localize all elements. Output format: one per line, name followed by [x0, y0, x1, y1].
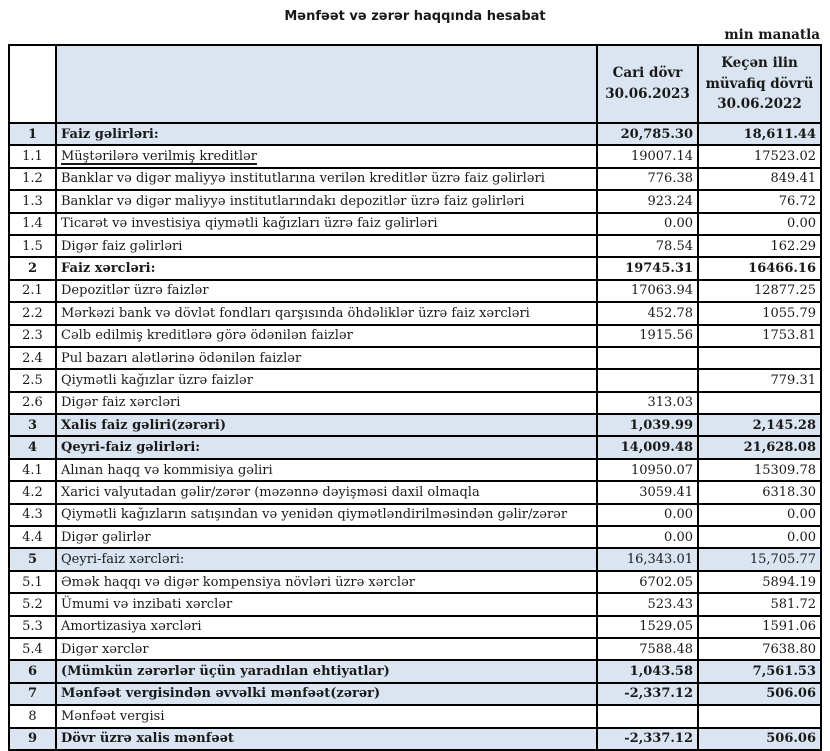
row-number: 8 — [9, 705, 56, 727]
row-number: 4.1 — [9, 459, 56, 481]
row-label: Qeyri-faiz gəlirləri: — [56, 436, 597, 458]
row-label: Cəlb edilmiş kreditlərə görə ödənilən faizlər — [56, 325, 597, 347]
row-value-current: 0.00 — [597, 504, 698, 526]
row-value-previous: 779.31 — [698, 369, 821, 391]
table-row — [9, 481, 821, 503]
row-number: 2.2 — [9, 302, 56, 324]
row-value-previous: 17523.02 — [698, 145, 821, 167]
row-number: 1 — [9, 123, 56, 145]
row-number: 4.4 — [9, 526, 56, 548]
page-title: Mənfəət və zərər haqqında hesabat — [284, 9, 546, 24]
row-value-previous: 849.41 — [698, 168, 821, 190]
table-row — [9, 392, 821, 414]
row-label: Digər gəlirlər — [56, 526, 597, 548]
table-row — [9, 257, 821, 279]
row-value-current: 14,009.48 — [597, 436, 698, 458]
row-label: Digər faiz xərcləri — [56, 392, 597, 414]
row-label: Qeyri-faiz xərcləri: — [56, 548, 597, 570]
row-label: Faiz xərcləri: — [56, 257, 597, 279]
header-previous-period-label-2: müvafiq dövrü — [705, 75, 814, 92]
row-value-current: 1529.05 — [597, 616, 698, 638]
header-number-cell — [9, 45, 56, 123]
row-value-current: 313.03 — [597, 392, 698, 414]
row-label: Xalis faiz gəliri(zərəri) — [56, 414, 597, 436]
row-value-previous — [698, 705, 821, 727]
header-current-period-date: 30.06.2023 — [605, 86, 690, 102]
row-value-current: 0.00 — [597, 213, 698, 235]
row-label: Pul bazarı alətlərinə ödənilən faizlər — [56, 347, 597, 369]
row-value-current: 10950.07 — [597, 459, 698, 481]
header-current-period-label: Cari dövr — [612, 65, 683, 82]
table-row — [9, 347, 821, 369]
row-value-current — [597, 369, 698, 391]
row-value-previous: 16466.16 — [698, 257, 821, 279]
row-value-current: 523.43 — [597, 593, 698, 615]
row-label: Xarici valyutadan gəlir/zərər (məzənnə dəyişməsi daxil olmaqla — [56, 481, 597, 503]
row-value-current: 452.78 — [597, 302, 698, 324]
row-number: 1.1 — [9, 145, 56, 167]
header-previous-period-date: 30.06.2022 — [717, 96, 802, 113]
row-number: 1.2 — [9, 168, 56, 190]
row-value-previous: 76.72 — [698, 190, 821, 212]
row-number: 1.5 — [9, 235, 56, 257]
table-body — [9, 123, 821, 750]
row-number: 9 — [9, 728, 56, 750]
table-row — [9, 705, 821, 727]
row-number: 5.3 — [9, 616, 56, 638]
row-value-previous: 5894.19 — [698, 571, 821, 593]
row-number: 4.2 — [9, 481, 56, 503]
table-row — [9, 145, 821, 167]
row-number: 2.3 — [9, 325, 56, 347]
row-value-previous: 6318.30 — [698, 481, 821, 503]
row-number: 4 — [9, 436, 56, 458]
row-value-current: 19745.31 — [597, 257, 698, 279]
row-value-current: 17063.94 — [597, 280, 698, 302]
row-label: Banklar və digər maliyyə institutlarına verilən kreditlər üzrə faiz gəlirləri — [56, 168, 597, 190]
row-value-current: 20,785.30 — [597, 123, 698, 145]
row-label: Mənfəət vergisindən əvvəlki mənfəət(zərər) — [56, 683, 597, 705]
row-label: Qiymətli kağızların satışından və yenidən qiymətləndirilməsindən gəlir/zərər — [56, 504, 597, 526]
row-number: 2.6 — [9, 392, 56, 414]
header-previous-period — [698, 45, 821, 123]
row-number: 2.4 — [9, 347, 56, 369]
row-value-previous: 0.00 — [698, 504, 821, 526]
row-value-current: 6702.05 — [597, 571, 698, 593]
table-row — [9, 123, 821, 145]
row-number: 5.4 — [9, 638, 56, 660]
table-row — [9, 213, 821, 235]
row-value-previous: 162.29 — [698, 235, 821, 257]
row-value-previous: 12877.25 — [698, 280, 821, 302]
table-row — [9, 190, 821, 212]
header-description-cell — [56, 45, 597, 123]
table-row — [9, 369, 821, 391]
row-number: 5 — [9, 548, 56, 570]
row-value-previous: 7,561.53 — [698, 660, 821, 682]
row-value-current: 1915.56 — [597, 325, 698, 347]
row-value-current: 7588.48 — [597, 638, 698, 660]
row-value-previous: 0.00 — [698, 526, 821, 548]
row-value-previous — [698, 392, 821, 414]
row-number: 6 — [9, 660, 56, 682]
row-label: Depozitlər üzrə faizlər — [56, 280, 597, 302]
row-value-current: 19007.14 — [597, 145, 698, 167]
table-row — [9, 593, 821, 615]
table-row — [9, 414, 821, 436]
row-value-current: 0.00 — [597, 526, 698, 548]
row-number: 5.2 — [9, 593, 56, 615]
header-current-period — [597, 45, 698, 123]
row-label: Mənfəət vergisi — [56, 705, 597, 727]
row-label: Əmək haqqı və digər kompensiya növləri üzrə xərclər — [56, 571, 597, 593]
table-row — [9, 168, 821, 190]
row-value-current: 1,043.58 — [597, 660, 698, 682]
table-row — [9, 728, 821, 750]
table-row — [9, 526, 821, 548]
row-label: (Mümkün zərərlər üçün yaradılan ehtiyatlar) — [56, 660, 597, 682]
row-value-current: 78.54 — [597, 235, 698, 257]
profit-loss-table — [8, 44, 822, 751]
table-row — [9, 235, 821, 257]
table-row — [9, 660, 821, 682]
row-number: 7 — [9, 683, 56, 705]
row-value-current: 923.24 — [597, 190, 698, 212]
row-value-previous — [698, 347, 821, 369]
row-label: Digər faiz gəlirləri — [56, 235, 597, 257]
row-value-current — [597, 705, 698, 727]
table-header-row — [9, 45, 821, 123]
row-number: 1.3 — [9, 190, 56, 212]
row-value-previous: 2,145.28 — [698, 414, 821, 436]
underlined-label-text: Müştərilərə verilmiş kreditlər — [61, 149, 257, 165]
row-number: 2 — [9, 257, 56, 279]
row-value-previous: 21,628.08 — [698, 436, 821, 458]
unit-note: min manatla — [724, 27, 820, 43]
row-value-previous: 7638.80 — [698, 638, 821, 660]
row-value-previous: 506.06 — [698, 683, 821, 705]
row-label: Mərkəzi bank və dövlət fondları qarşısında öhdəliklər üzrə faiz xərcləri — [56, 302, 597, 324]
table-row — [9, 302, 821, 324]
row-value-current: 776.38 — [597, 168, 698, 190]
row-label: Ümumi və inzibati xərclər — [56, 593, 597, 615]
row-label: Amortizasiya xərcləri — [56, 616, 597, 638]
row-value-current: 1,039.99 — [597, 414, 698, 436]
row-label: Alınan haqq və kommisiya gəliri — [56, 459, 597, 481]
row-value-previous: 15,705.77 — [698, 548, 821, 570]
row-number: 2.5 — [9, 369, 56, 391]
table-row — [9, 638, 821, 660]
row-label: Faiz gəlirləri: — [56, 123, 597, 145]
table-row — [9, 504, 821, 526]
row-value-previous: 0.00 — [698, 213, 821, 235]
row-value-current: 3059.41 — [597, 481, 698, 503]
row-value-current: 16,343.01 — [597, 548, 698, 570]
row-label: Banklar və digər maliyyə institutlarındakı depozitlər üzrə faiz gəlirləri — [56, 190, 597, 212]
row-number: 4.3 — [9, 504, 56, 526]
row-label: Dövr üzrə xalis mənfəət — [56, 728, 597, 750]
table-row — [9, 571, 821, 593]
row-value-previous: 18,611.44 — [698, 123, 821, 145]
table-row — [9, 459, 821, 481]
row-number: 2.1 — [9, 280, 56, 302]
row-number: 5.1 — [9, 571, 56, 593]
row-value-current — [597, 347, 698, 369]
row-number: 3 — [9, 414, 56, 436]
row-label: Ticarət və investisiya qiymətli kağızları üzrə faiz gəlirləri — [56, 213, 597, 235]
row-number: 1.4 — [9, 213, 56, 235]
row-value-current: -2,337.12 — [597, 728, 698, 750]
table-row — [9, 436, 821, 458]
row-label — [56, 145, 597, 167]
table-row — [9, 325, 821, 347]
header-previous-period-label-1: Keçən ilin — [721, 54, 798, 71]
row-value-previous: 506.06 — [698, 728, 821, 750]
row-label: Qiymətli kağızlar üzrə faizlər — [56, 369, 597, 391]
row-value-previous: 1055.79 — [698, 302, 821, 324]
row-value-current: -2,337.12 — [597, 683, 698, 705]
table-row — [9, 280, 821, 302]
row-value-previous: 1591.06 — [698, 616, 821, 638]
row-value-previous: 581.72 — [698, 593, 821, 615]
row-value-previous: 15309.78 — [698, 459, 821, 481]
row-label: Digər xərclər — [56, 638, 597, 660]
table-row — [9, 616, 821, 638]
table-row — [9, 548, 821, 570]
row-value-previous: 1753.81 — [698, 325, 821, 347]
